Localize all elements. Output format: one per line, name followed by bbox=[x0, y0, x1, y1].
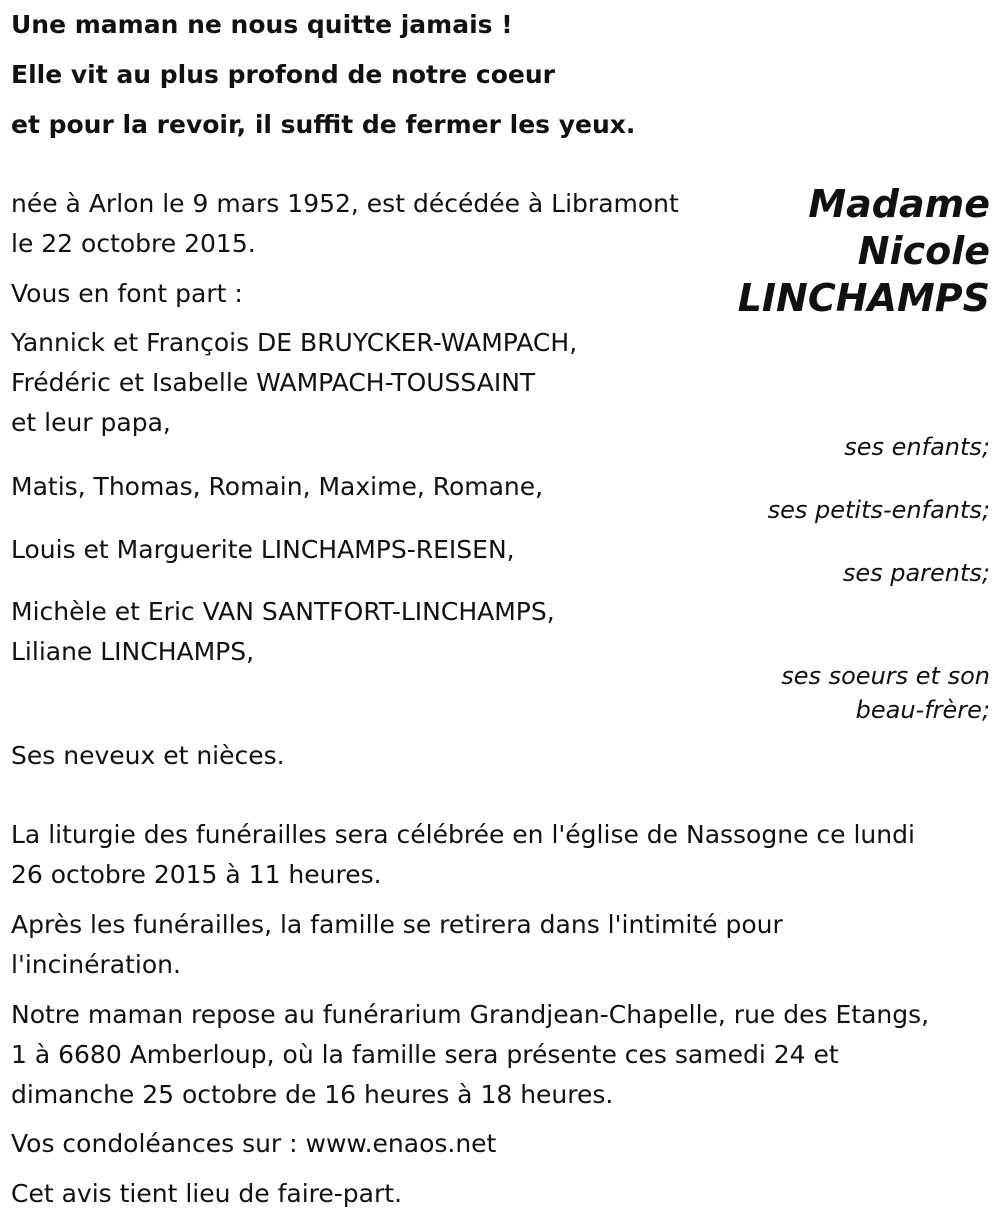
parents-names: Louis et Marguerite LINCHAMPS-REISEN, bbox=[11, 535, 515, 564]
parents-role: ses parents; bbox=[842, 559, 990, 587]
quote-line-1: Une maman ne nous quitte jamais ! bbox=[11, 10, 513, 39]
funerarium-text: Notre maman repose au funérarium Grandjean-Chapelle, rue des Etangs, 1 à 6680 Amberloup, où la famille sera présente ces samedi 24 et dimanche 25 octobre de 16 heures à 18 heures. bbox=[11, 1000, 930, 1109]
nephews-text: Ses neveux et nièces. bbox=[11, 741, 285, 770]
deceased-title: Madame bbox=[808, 182, 990, 226]
grandchildren-role: ses petits-enfants; bbox=[767, 496, 990, 524]
birth-death-text: née à Arlon le 9 mars 1952, est décédée à Libramont le 22 octobre 2015. bbox=[11, 189, 679, 258]
grandchildren-names: Matis, Thomas, Romain, Maxime, Romane, bbox=[11, 472, 544, 501]
children-role: ses enfants; bbox=[844, 433, 990, 461]
closing-text: Cet avis tient lieu de faire-part. bbox=[11, 1179, 403, 1208]
deceased-first-name: Nicole bbox=[857, 229, 990, 273]
deceased-last-name: LINCHAMPS bbox=[737, 276, 990, 320]
deceased-name bbox=[738, 181, 990, 322]
children-names: Yannick et François DE BRUYCKER-WAMPACH, Frédéric et Isabelle WAMPACH-TOUSSAINT et leur papa, bbox=[11, 328, 578, 437]
funeral-text: La liturgie des funérailles sera célébrée en l'église de Nassogne ce lundi 26 octobre 2015 à 11 heures. bbox=[11, 820, 915, 889]
after-funeral-text: Après les funérailles, la famille se retirera dans l'intimité pour l'incinération. bbox=[11, 910, 783, 979]
quote-line-2: Elle vit au plus profond de notre coeur bbox=[11, 60, 556, 89]
quote-line-3: et pour la revoir, il suffit de fermer les yeux. bbox=[11, 110, 636, 139]
siblings-role: ses soeurs et son beau-frère; bbox=[781, 662, 990, 724]
siblings-names: Michèle et Eric VAN SANTFORT-LINCHAMPS, Liliane LINCHAMPS, bbox=[11, 597, 555, 666]
announce-text: Vous en font part : bbox=[11, 279, 243, 308]
condolences-text: Vos condoléances sur : www.enaos.net bbox=[11, 1129, 497, 1158]
